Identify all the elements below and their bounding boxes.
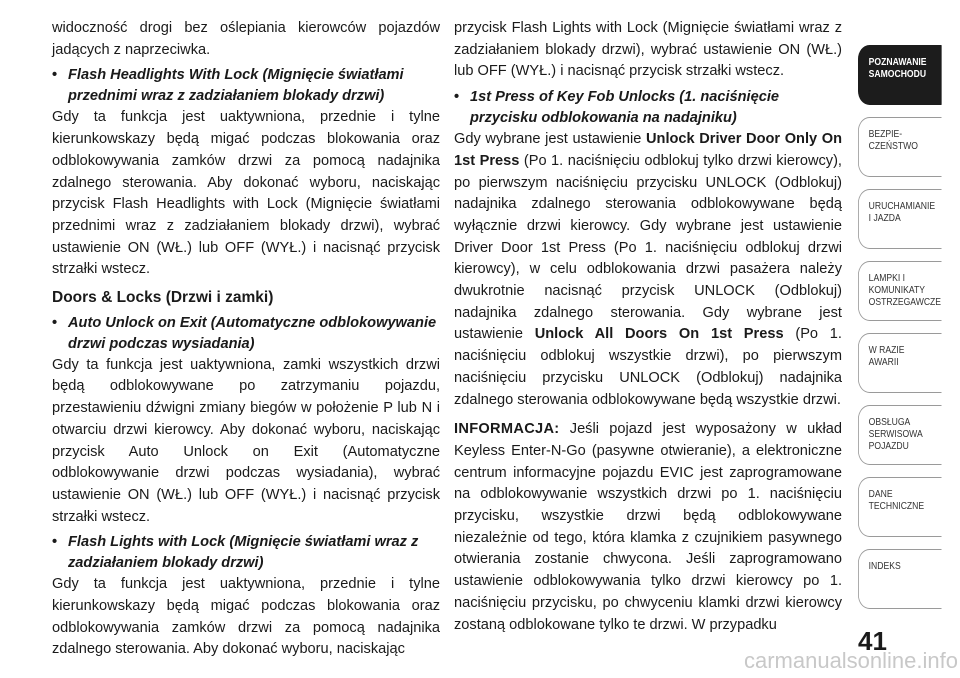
text-run: (Po 1. naciśnięciu odblokuj wszystkie drzwi), po pierwszym naciśnięciu przycisku UNLOCK (Odblokuj) nadajnika zdalnego sterowania odblokowywane będą wszystkie drzwi. [454, 326, 842, 408]
bullet-text: Flash Headlights With Lock (Mignięcie światłami przednimi wraz z zadziałaniem blokady drzwi) [68, 67, 404, 105]
setting-name: Unlock All Doors On 1st Press [534, 326, 784, 343]
paragraph: Gdy ta funkcja jest uaktywniona, przednie i tylne kierunkowskazy będą migać podczas blokowania oraz odblokowywania zamków drzwi za pomocą nadajnika zdalnego sterowania. Aby dokonać wyboru, naciskając przycisk Flash Headlights with Lock (Mignięcie światłami przednimi wraz z zadziałaniem blokady drzwi), wybrać ustawienie ON (WŁ.) lub OFF (WYŁ.) i nacisnąć przycisk strzałki wstecz. [52, 109, 440, 278]
paragraph [454, 129, 842, 411]
bullet-text: Flash Lights with Lock (Mignięcie światłami wraz z zadziałaniem blokady drzwi) [68, 534, 419, 572]
note-text: Jeśli pojazd jest wyposażony w układ Keyless Enter-N-Go (pasywne otwieranie), a elektroniczne centrum informacyjne pojazdu EVIC jest zaprogramowane na odblokowywanie wszystkich drzwi po 1. naciśnięciu przycisku, wszystkie drzwi będą odblokowywane niezależnie od tego, która klamka z czujnikiem pasywnego otwierania zostanie chwycona. Jeśli zaprogramowano ustawienie odblokowywania tylko drzwi kierowcy po 1. naciśnięciu przycisku, po chwyceniu klamki drzwi kierowcy zostaną odblokowane tylko te drzwi. W przypadku [454, 421, 842, 633]
tab-bezpieczenstwo[interactable]: BEZPIE- CZEŃSTWO [858, 117, 942, 177]
note-label: INFORMACJA: [454, 421, 560, 438]
setting-name: Unlock Driver Door Only On 1st Press [454, 131, 842, 169]
paragraph: przycisk Flash Lights with Lock (Mignięcie światłami wraz z zadziałaniem blokady drzwi), wybrać ustawienie ON (WŁ.) lub OFF (WYŁ.) i nacisnąć przycisk strzałki wstecz. [454, 20, 842, 80]
paragraph: Gdy ta funkcja jest uaktywniona, przednie i tylne kierunkowskazy będą migać podczas blokowania oraz odblokowywania zamków drzwi za pomocą nadajnika zdalnego sterowania. Aby dokonać wyboru, naciskając [52, 576, 440, 658]
bullet-text: 1st Press of Key Fob Unlocks (1. naciśnięcie przycisku odblokowania na nadajniku) [470, 89, 780, 127]
tab-indeks[interactable]: INDEKS [858, 549, 942, 609]
tab-poznawanie-samochodu[interactable]: POZNAWANIE SAMOCHODU [858, 45, 942, 105]
page-number: 41 [858, 626, 887, 656]
bullet-heading: • Flash Headlights With Lock (Mignięcie światłami przednimi wraz z zadziałaniem blokady drzwi) [52, 67, 404, 105]
tab-obsluga-serwisowa[interactable]: OBSŁUGA SERWISOWA POJAZDU [858, 405, 942, 465]
bullet-heading: • Auto Unlock on Exit (Automatyczne odblokowywanie drzwi podczas wysiadania) [52, 314, 437, 352]
spacer [454, 411, 842, 419]
text-run: Gdy wybrane jest ustawienie [454, 131, 646, 148]
left-column [52, 18, 440, 661]
bullet-heading: • 1st Press of Key Fob Unlocks (1. naciśnięcie przycisku odblokowania na nadajniku) [454, 89, 780, 127]
paragraph: Gdy ta funkcja jest uaktywniona, zamki wszystkich drzwi będą odblokowywane po zatrzymaniu pojazdu, przestawieniu dźwigni zmiany biegów w położenie P lub N i otwarciu drzwi kierowcy. Aby dokonać wyboru, naciskając przycisk Auto Unlock on Exit (Automatyczne odblokowywanie drzwi podczas wysiadania), wybrać ustawienie ON (WŁ.) lub OFF (WYŁ.) i nacisnąć przycisk strzałki wstecz. [52, 356, 440, 525]
tab-lampki-i-komunikaty[interactable]: LAMPKI I KOMUNIKATY OSTRZEGAWCZE [858, 261, 942, 321]
chapter-tabs [858, 45, 960, 615]
tab-w-razie-awarii[interactable]: W RAZIE AWARII [858, 333, 942, 393]
section-heading: Doors & Locks (Drzwi i zamki) [52, 289, 274, 307]
right-column [454, 18, 842, 636]
paragraph: widoczność drogi bez oślepiania kierowców pojazdów jadących z naprzeciwka. [52, 20, 440, 58]
tab-dane-techniczne[interactable]: DANE TECHNICZNE [858, 477, 942, 537]
text-run: (Po 1. naciśnięciu odblokuj tylko drzwi kierowcy), po pierwszym naciśnięciu przycisku UNLOCK (Odblokuj) nadajnika zdalnego sterowania odblokowywane będą wyłącznie drzwi kierowcy. Gdy wybrane jest ustawienie Driver Door 1st Press (Po 1. naciśnięciu odblokuj drzwi kierowcy), w celu odblokowania drzwi pasażera należy dwukrotnie nacisnąć przycisk UNLOCK (Odblokuj) nadajnika zdalnego sterowania. Gdy wybrane jest ustawienie [454, 152, 842, 343]
tab-uruchamianie-i-jazda[interactable]: URUCHAMIANIE I JAZDA [858, 189, 942, 249]
watermark: carmanualsonline.info [743, 648, 958, 673]
note-paragraph [454, 419, 842, 636]
bullet-text: Auto Unlock on Exit (Automatyczne odblokowywanie drzwi podczas wysiadania) [68, 314, 437, 352]
bullet-heading: • Flash Lights with Lock (Mignięcie światłami wraz z zadziałaniem blokady drzwi) [52, 534, 419, 572]
